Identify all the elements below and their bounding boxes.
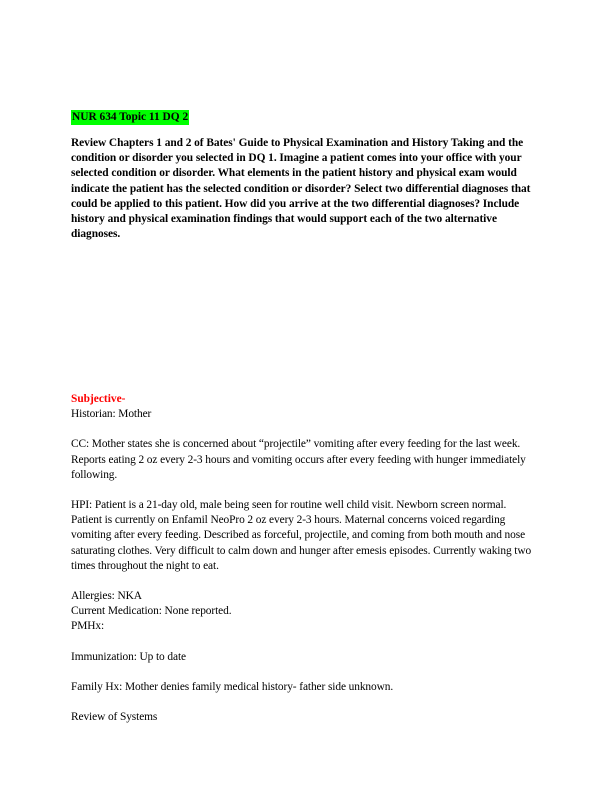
assignment-prompt: Review Chapters 1 and 2 of Bates' Guide to Physical Examination and History Taking and the condition or disorder you selected in DQ 1. Imagine a patient comes into your office with your selected condition or disorder. What elements in the patient history and physical exam would indicate the patient has the selected condition or disorder? Select two differential diagnoses that could be applied to this patient. How did you arrive at the two differential diagnoses? Include history and physical examination findings that would support each of the two alternative diagnoses.: [71, 137, 531, 241]
immunization-line: Immunization: Up to date: [71, 650, 186, 663]
current-medication-line: Current Medication: None reported.: [71, 605, 232, 618]
chief-complaint: CC: Mother states she is concerned about “projectile” vomiting after every feeding for the last week. Reports eating 2 oz every 2-3 hours and vomiting occurs after every feeding with hunger immediately following.: [71, 438, 526, 481]
pmhx-line: PMHx:: [71, 620, 105, 633]
document-title: NUR 634 Topic 11 DQ 2: [71, 110, 189, 125]
historian-line: Historian: Mother: [71, 408, 152, 421]
family-history-line: Family Hx: Mother denies family medical history- father side unknown.: [71, 680, 394, 693]
allergies-line: Allergies: NKA: [71, 590, 142, 603]
subjective-section: [71, 392, 541, 725]
hpi-paragraph-1: HPI: Patient is a 21-day old, male being seen for routine well child visit. Newborn screen normal.: [71, 499, 507, 512]
review-of-systems-heading: Review of Systems: [71, 711, 158, 724]
hpi-paragraph-2: Patient is currently on Enfamil NeoPro 2 oz every 2-3 hours. Maternal concerns voiced regarding vomiting after every feeding. Described as forceful, projectile, and coming from both mouth and nose saturating clothes. Very difficult to calm down and hunger after emesis episodes. Currently waking two times throughout the night to eat.: [71, 514, 532, 572]
subjective-heading: Subjective-: [71, 393, 126, 405]
